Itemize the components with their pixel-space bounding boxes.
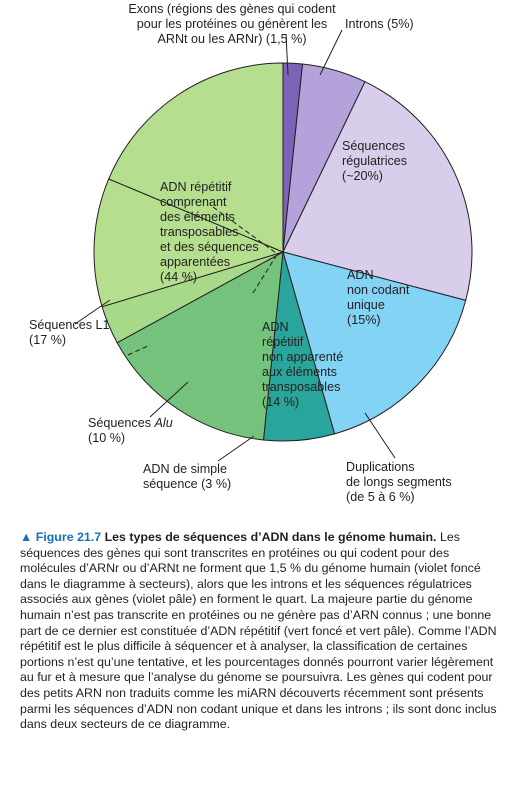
label-exons: Exons (régions des gènes qui codent pour les protéines ou génèrent les ARNt ou les ARNr) (1,5 %): [128, 2, 336, 46]
label-l1: Séquences L1 (17 %): [29, 318, 110, 347]
label-unique: ADN non codant unique (15%): [347, 268, 410, 327]
label-duplications: Duplications de longs segments (de 5 à 6 %): [346, 460, 452, 504]
figure-caption: [20, 530, 508, 733]
label-introns: Introns (5%): [345, 17, 414, 31]
figure-number: Figure 21.7: [35, 530, 102, 544]
figure-body: Les séquences des gènes qui sont transcrites en protéines ou qui codent pour des molécules d’ARNr ou d’ARNt ne forment que 1,5 % du génome humain (violet foncé dans le diagramme à secteurs), alors que les introns et les séquences régulatrices associés aux gènes (violet pâle) en forment le quart. La majeure partie du génome humain n’est pas transcrite en protéines ou ne génère pas d’ARN connus ; une bonne part de ce dernier est constituée d’ADN répétitif (vert foncé et vert pâle). Comme l’ADN répétitif est le plus difficile à séquencer et à analyser, la classification de certaines portions n’est qu’une tentative, et les pourcentages donnés pourront varier légèrement au fur et à mesure que l’analyse du génome se poursuivra. Les gènes qui codent pour des petits ARN non traduits comme les miARN découverts récemment sont présents parmi les séquences d’ADN non codant unique et dans les introns ; ils sont donc inclus dans deux secteurs de ce diagramme.: [20, 530, 497, 732]
alu-word: Alu: [154, 416, 173, 430]
triangle-icon: ▲: [20, 530, 33, 544]
label-transposable: ADN répétitif comprenant des éléments transposables et des séquences apparentées (44 %): [160, 180, 259, 284]
label-non-transposable: ADN répétitif non apparenté aux éléments transposables (14 %): [262, 320, 344, 409]
alu-prefix: Séquences: [88, 416, 155, 430]
simple-leader: [218, 436, 254, 461]
duplications-leader: [365, 413, 395, 458]
label-alu: [88, 416, 173, 446]
alu-pct: (10 %): [88, 431, 126, 445]
label-regulatory: Séquences régulatrices (~20%): [342, 139, 408, 183]
label-simple: ADN de simple séquence (3 %): [143, 462, 232, 491]
figure-title: Les types de séquences d’ADN dans le génome humain.: [104, 530, 437, 544]
